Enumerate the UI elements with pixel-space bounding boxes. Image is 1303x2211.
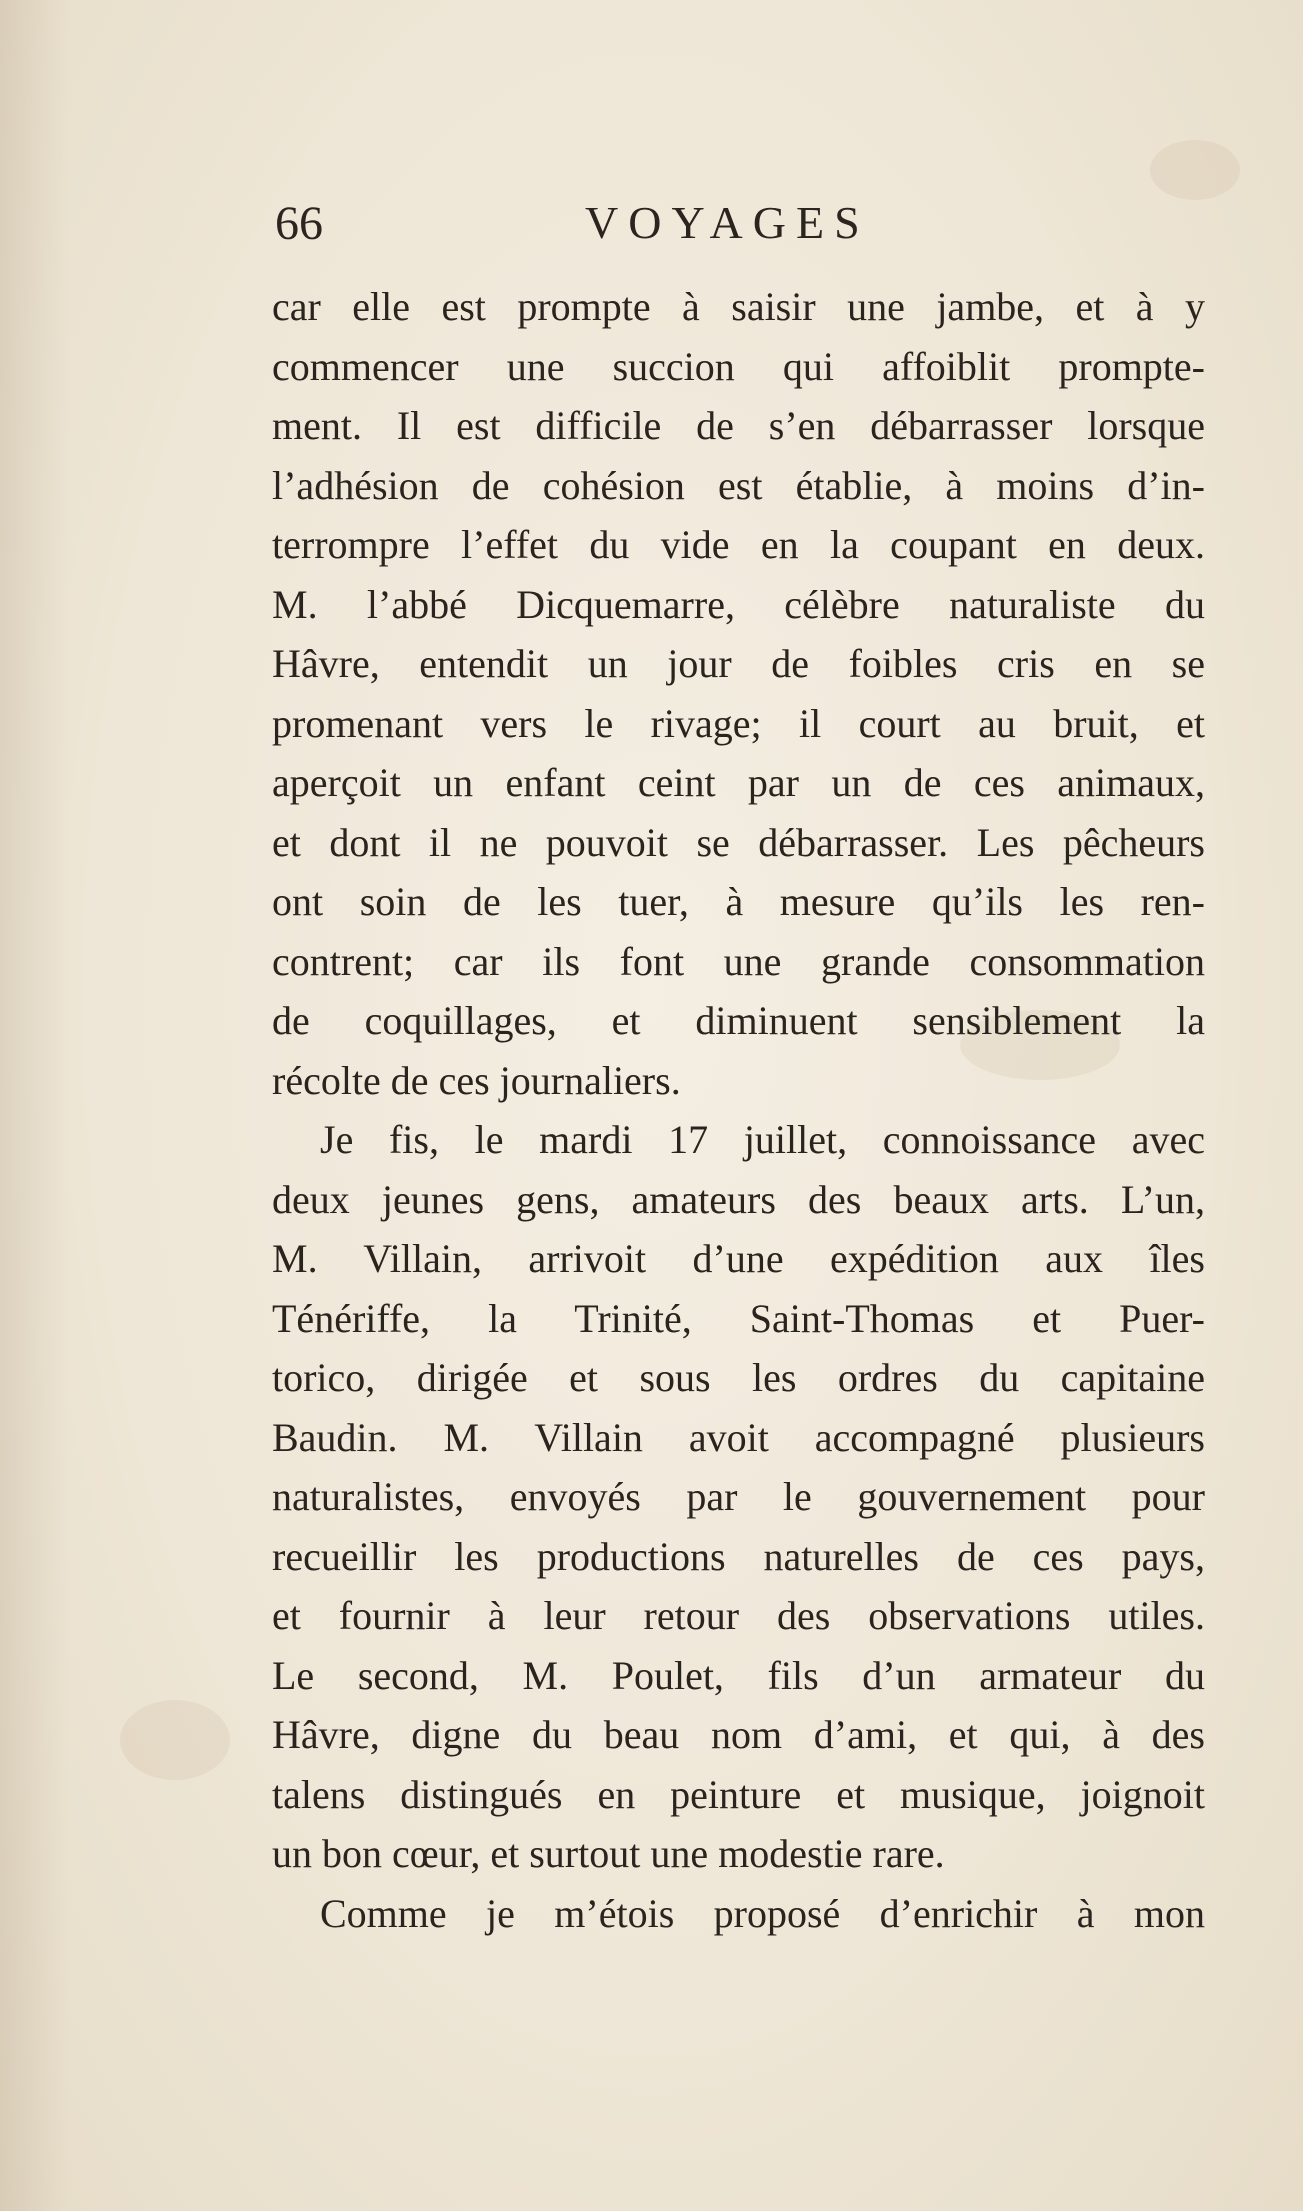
page-header [275,196,915,256]
text-line: ment. Il est difficile de s’en débarrasser lorsque [272,403,1205,448]
text-line: Ténériffe, la Trinité, Saint-Thomas et Puer- [272,1295,1205,1341]
text-line: aperçoit un enfant ceint par un de ces animaux, [272,760,1205,805]
text-line: Baudin. M. Villain avoit accompagné plusieurs [272,1414,1205,1460]
running-title: VOYAGES [585,197,870,248]
spine-shadow [0,0,70,2211]
text-line: ont soin de les tuer, à mesure qu’ils les ren- [272,879,1205,924]
text-line: naturalistes, envoyés par le gouvernement pour [272,1474,1205,1519]
body-text [272,277,1205,1943]
text-line: et dont il ne pouvoit se débarrasser. Les pêcheurs [272,819,1205,865]
text-line: promenant vers le rivage; il court au bruit, et [272,700,1205,746]
text-line: contrent; car ils font une grande consommation [272,938,1205,984]
text-line: terrompre l’effet du vide en la coupant en deux. [272,522,1205,567]
page-number: 66 [275,197,323,250]
text-line: recueillir les productions naturelles de ces pays, [272,1533,1205,1579]
text-line: torico, dirigée et sous les ordres du capitaine [272,1355,1205,1400]
paragraph-end-line: récolte de ces journaliers. [272,1057,681,1103]
text-line: deux jeunes gens, amateurs des beaux arts. L’un, [272,1176,1205,1222]
text-line: M. l’abbé Dicquemarre, célèbre naturaliste du [272,581,1205,627]
text-line: Hâvre, digne du beau nom d’ami, et qui, à des [272,1712,1205,1757]
text-line: car elle est prompte à saisir une jambe, et à y [272,284,1205,329]
text-line: de coquillages, et diminuent sensiblement la [272,998,1205,1043]
text-line: M. Villain, arrivoit d’une expédition aux îles [272,1236,1205,1281]
text-line: Le second, M. Poulet, fils d’un armateur du [272,1652,1205,1698]
paper-stain [1150,140,1240,200]
paper-stain [120,1700,230,1780]
text-line: et fournir à leur retour des observations utiles. [272,1593,1205,1638]
text-line: l’adhésion de cohésion est établie, à moins d’in- [272,462,1205,508]
paragraph-end-line: un bon cœur, et surtout une modestie rare. [272,1831,945,1876]
text-line: commencer une succion qui affoiblit prompte- [272,343,1205,389]
text-line: Hâvre, entendit un jour de foibles cris en se [272,641,1205,686]
text-line: talens distingués en peinture et musique, joignoit [272,1771,1205,1817]
paragraph-start-line: Comme je m’étois proposé d’enrichir à mon [320,1890,1205,1936]
paragraph-start-line: Je fis, le mardi 17 juillet, connoissance avec [320,1117,1205,1162]
